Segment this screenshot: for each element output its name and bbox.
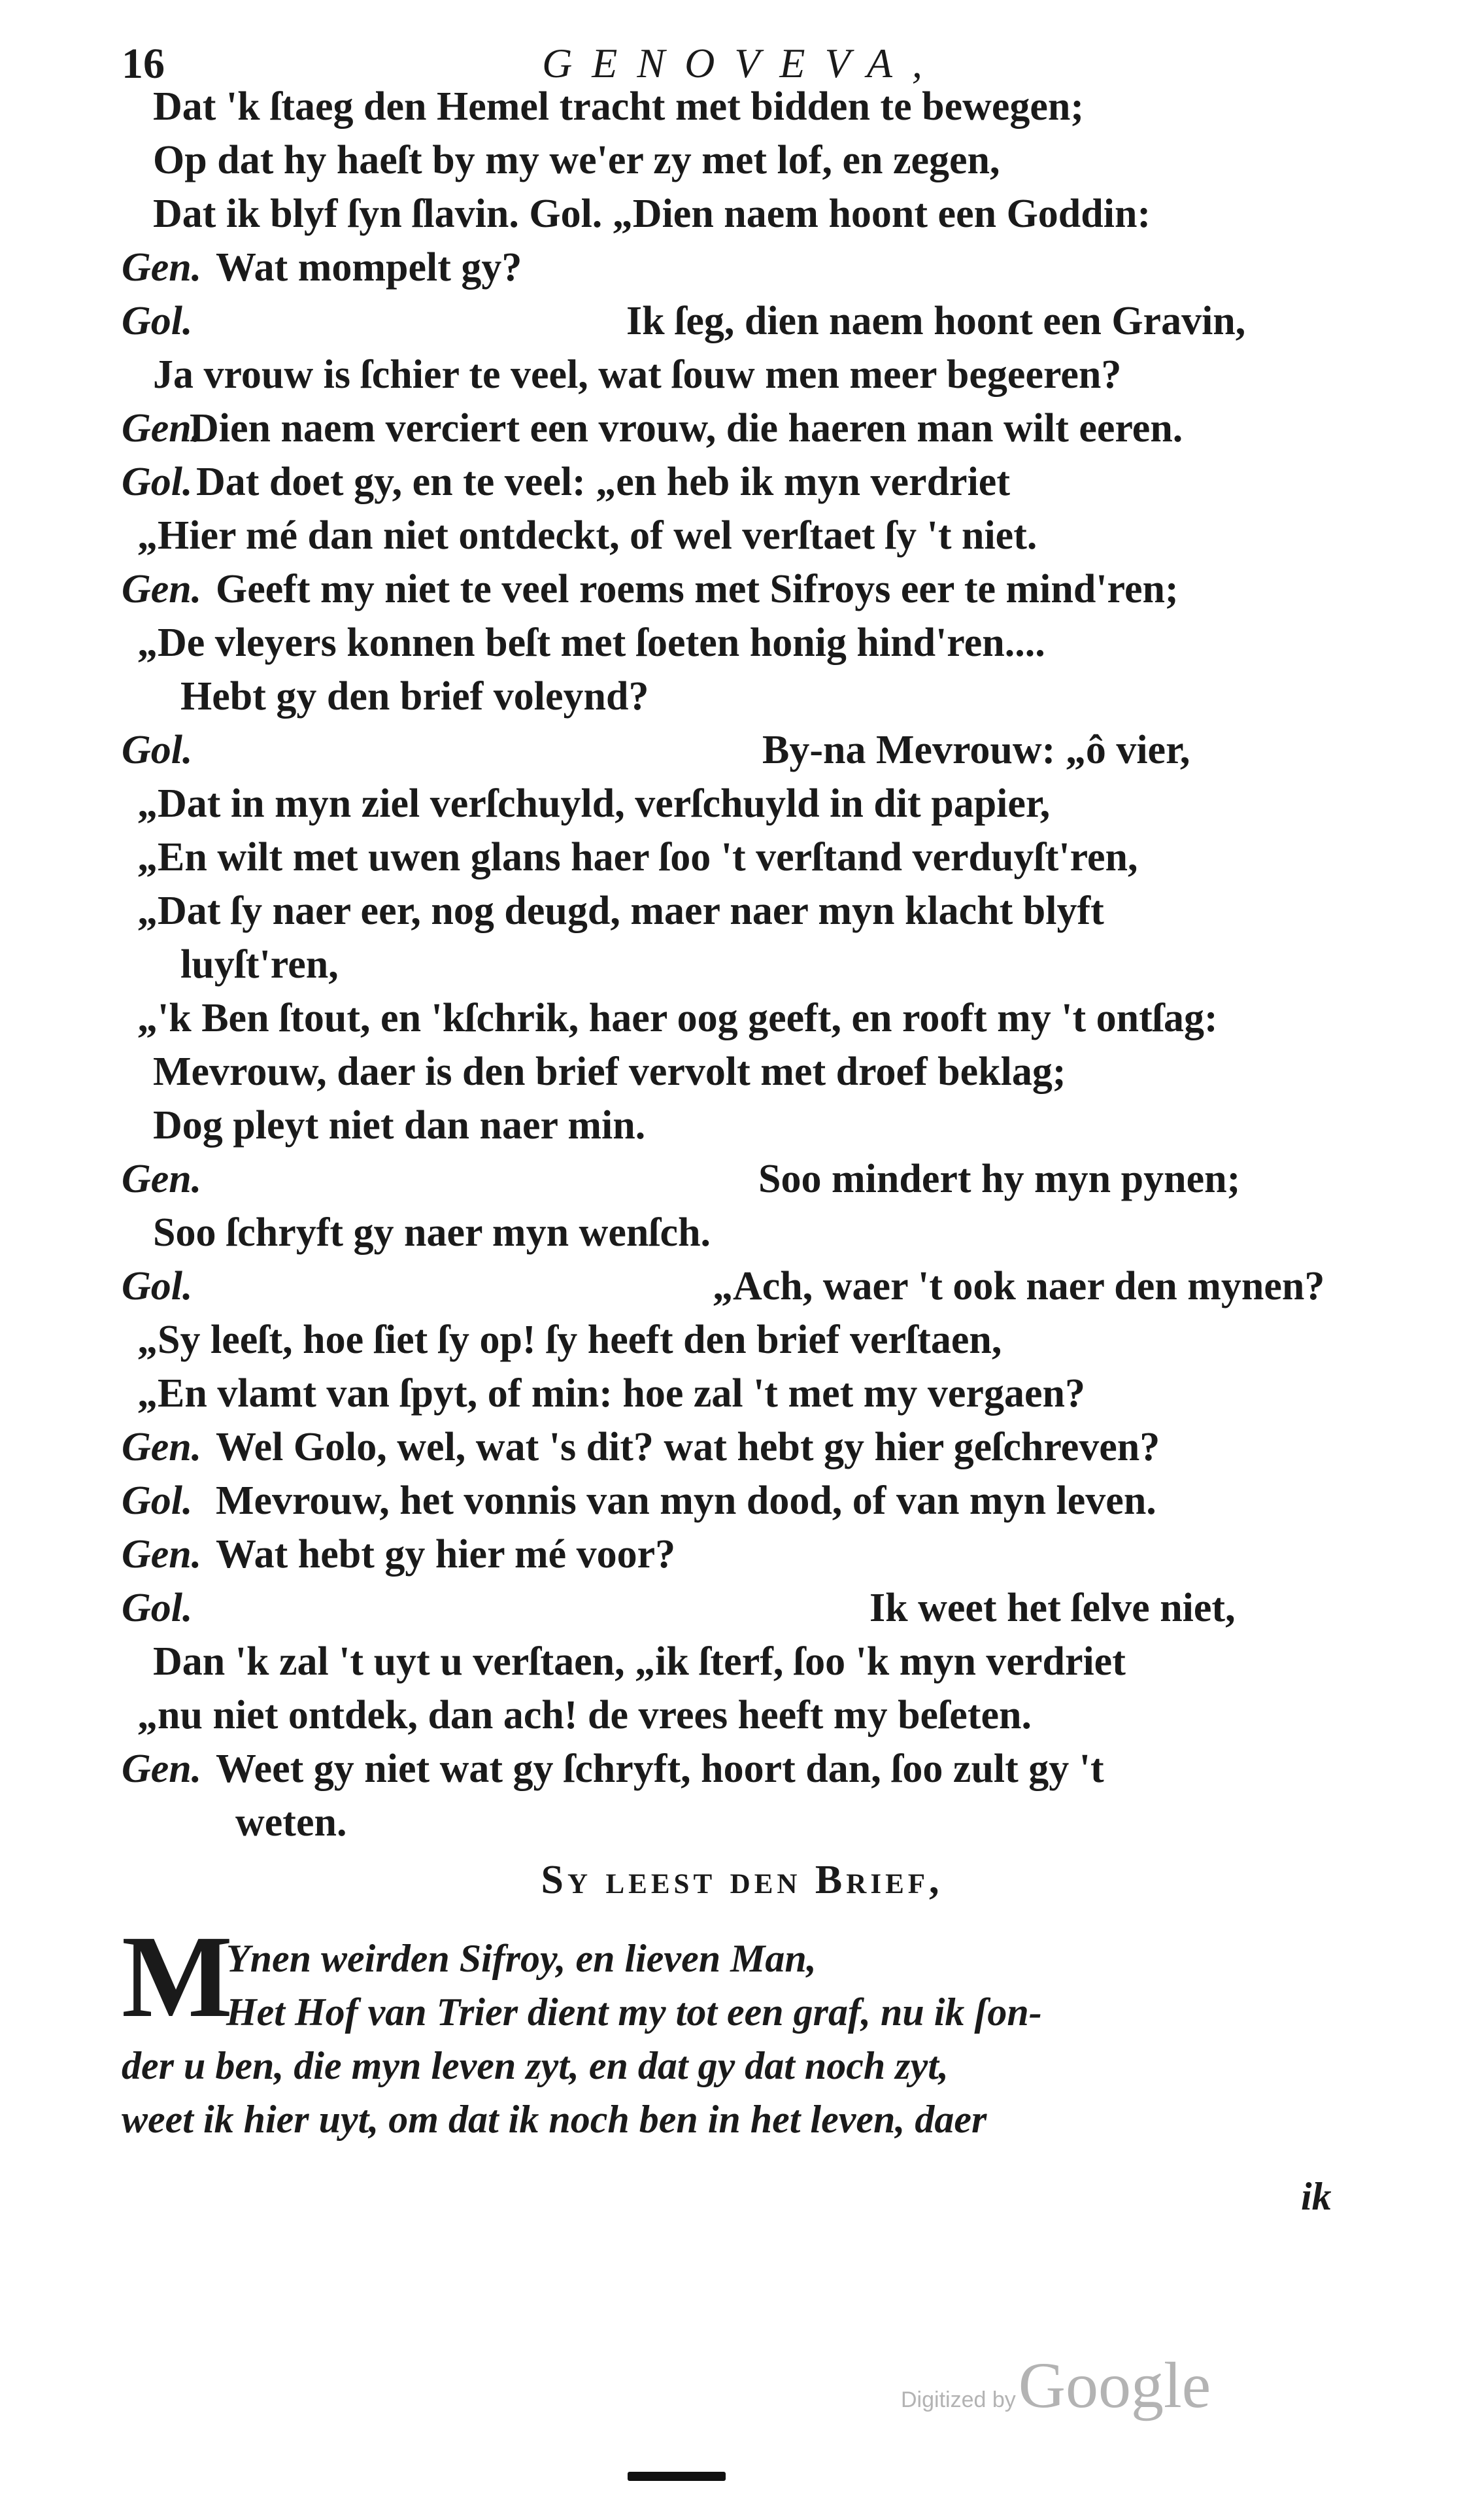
line-text: „Hier mé dan niet ontdeckt, of wel verſtaet ſy 't niet. (137, 513, 1037, 558)
letter-line: Het Hof van Trier dient my tot een graf, nu ik ſon- (226, 1990, 1042, 2034)
dialogue-line (0, 513, 1484, 558)
speaker-label: Gen. (122, 1157, 202, 1201)
dialogue-line (0, 1531, 1484, 1577)
catchword: ik (1301, 2175, 1332, 2218)
dialogue-line (0, 1210, 1484, 1256)
dialogue-line (0, 1371, 1484, 1416)
dialogue-line (0, 405, 1484, 451)
drop-cap: M (122, 1911, 233, 2041)
line-text: Mevrouw, het vonnis van myn dood, of van myn leven. (216, 1478, 1156, 1523)
line-text: Dat 'k ſtaeg den Hemel tracht met bidden te bewegen; (153, 84, 1085, 129)
speaker-label: Gen. (122, 567, 202, 611)
dialogue-line (0, 995, 1484, 1041)
dialogue-line (0, 1102, 1484, 1148)
dialogue-line (0, 1800, 1484, 1845)
line-text: „nu niet ontdek, dan ach! de vrees heeft my beſeten. (137, 1693, 1032, 1737)
line-text: Dien naem verciert een vrouw, die haeren man wilt eeren. (190, 406, 1183, 451)
line-text: luyſt'ren, (180, 942, 339, 987)
dialogue-line (0, 245, 1484, 290)
line-text: „Ach, waer 't ook naer den mynen? (713, 1264, 1325, 1308)
dialogue-line (0, 1156, 1484, 1202)
speaker-label: Gol. (122, 728, 193, 772)
dialogue-line (0, 1585, 1484, 1631)
dialogue-line (0, 191, 1484, 237)
page-number: 16 (122, 40, 165, 88)
speaker-label: Gen. (122, 1532, 202, 1577)
line-text: Soo ſchryft gy naer myn wenſch. (153, 1210, 711, 1255)
dialogue-line (0, 888, 1484, 934)
line-text: „De vleyers konnen beſt met ſoeten honig hind'ren.... (137, 621, 1045, 665)
line-text: Weet gy niet wat gy ſchryft, hoort dan, ſoo zult gy 't (216, 1747, 1104, 1791)
dialogue-line (0, 1692, 1484, 1738)
dialogue-line (0, 620, 1484, 666)
line-text: Soo mindert hy myn pynen; (758, 1157, 1241, 1201)
dialogue-line (0, 459, 1484, 505)
line-text: By-na Mevrouw: „ô vier, (762, 728, 1190, 772)
line-text: Dan 'k zal 't uyt u verſtaen, „ik ſterf, ſoo 'k myn verdriet (153, 1639, 1126, 1684)
digitized-by-google-watermark (901, 2348, 1211, 2423)
speaker-label: Gol. (122, 1478, 193, 1523)
dialogue-line (0, 781, 1484, 827)
dialogue-line (0, 137, 1484, 183)
line-text: Dat ik blyf ſyn ſlavin. Gol. „Dien naem hoont een Goddin: (153, 192, 1151, 236)
line-text: Ja vrouw is ſchier te veel, wat ſouw men meer begeeren? (153, 352, 1122, 397)
line-text: Hebt gy den brief voleynd? (180, 674, 649, 719)
letter-line: der u ben, die myn leven zyt, en dat gy dat noch zyt, (122, 2044, 949, 2087)
line-text: weten. (235, 1800, 347, 1845)
line-text: „Sy leeſt, hoe ſiet ſy op! ſy heeft den brief verſtaen, (137, 1318, 1002, 1362)
line-text: „En wilt met uwen glans haer ſoo 't verſtand verduyſt'ren, (137, 835, 1138, 880)
speaker-label: Gen. (122, 1425, 202, 1469)
line-text: „Dat ſy naer eer, nog deugd, maer naer myn klacht blyft (137, 889, 1104, 933)
dialogue-line (0, 1478, 1484, 1524)
line-text: „Dat in myn ziel verſchuyld, verſchuyld in dit papier, (137, 781, 1051, 826)
speaker-label: Gol. (122, 299, 193, 343)
line-text: Ik weet het ſelve niet, (869, 1586, 1236, 1630)
dialogue-line (0, 84, 1484, 129)
watermark-prefix: Digitized by (901, 2387, 1016, 2412)
line-text: Dog pleyt niet dan naer min. (153, 1103, 646, 1148)
speaker-label: Gol. (122, 1586, 193, 1630)
line-text: Wat hebt gy hier mé voor? (216, 1532, 676, 1577)
letter-line: weet ik hier uyt, om dat ik noch ben in het leven, daer (122, 2098, 987, 2141)
line-text: Dat doet gy, en te veel: „en heb ik myn verdriet (196, 460, 1010, 504)
line-text: Op dat hy haeſt by my we'er zy met lof, en zegen, (153, 138, 1000, 182)
line-text: Mevrouw, daer is den brief vervolt met droef beklag; (153, 1050, 1066, 1094)
dialogue-line (0, 674, 1484, 719)
line-text: Ik ſeg, dien naem hoont een Gravin, (626, 299, 1246, 343)
section-heading: Sy leest den Brief, (541, 1858, 943, 1902)
line-text: Wel Golo, wel, wat 's dit? wat hebt gy hier geſchreven? (216, 1425, 1160, 1469)
dialogue-line (0, 1317, 1484, 1363)
letter-line: Ynen weirden Sifroy, en lieven Man, (226, 1937, 817, 1980)
dialogue-line (0, 1424, 1484, 1470)
line-text: „En vlamt van ſpyt, of min: hoe zal 't met my vergaen? (137, 1371, 1085, 1416)
dialogue-line (0, 727, 1484, 773)
speaker-label: Gen. (122, 245, 202, 290)
speaker-label: Gen. (122, 1747, 202, 1791)
dialogue-line (0, 1639, 1484, 1684)
watermark-brand: Google (1018, 2349, 1211, 2421)
dialogue-line (0, 1746, 1484, 1792)
speaker-label: Gol. (122, 1264, 193, 1308)
dialogue-line (0, 1263, 1484, 1309)
dialogue-line (0, 942, 1484, 987)
speaker-label: Gol. (122, 460, 193, 504)
running-title: GENOVEVA, (542, 40, 942, 86)
dialogue-line (0, 298, 1484, 344)
speaker-label: Gen. (122, 406, 202, 451)
ink-blot-mark (628, 2472, 726, 2481)
dialogue-line (0, 1049, 1484, 1095)
line-text: „'k Ben ſtout, en 'kſchrik, haer oog geeft, en rooft my 't ontſag: (137, 996, 1218, 1040)
dialogue-line (0, 834, 1484, 880)
dialogue-line (0, 352, 1484, 398)
line-text: Geeft my niet te veel roems met Sifroys eer te mind'ren; (216, 567, 1179, 611)
line-text: Wat mompelt gy? (216, 245, 522, 290)
dialogue-line (0, 566, 1484, 612)
